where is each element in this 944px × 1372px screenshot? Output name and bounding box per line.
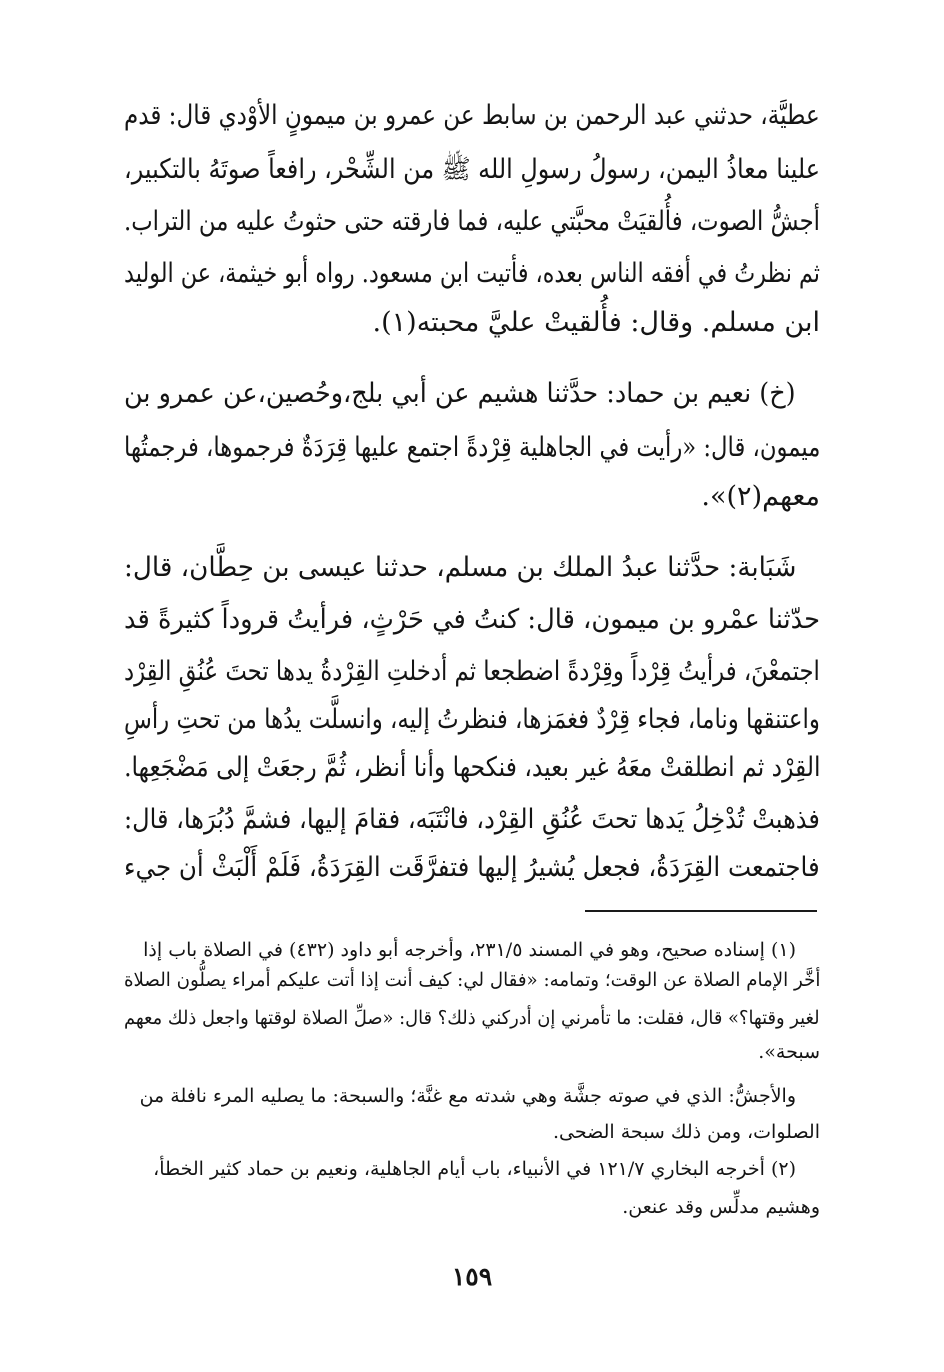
footnote-line: (١) إسناده صحيح، وهو في المسند ٢٣١/٥، وأخرجه أبو داود (٤٣٢) في الصلاة باب إذا [143,939,796,961]
body-line: القِرْد ثم انطلقتْ معَهُ غير بعيد، فنكحها وأنا أنظر، ثُمَّ رجعَتْ إلى مَضْجَعِها. [123,752,820,783]
body-line: عطيَّة، حدثني عبد الرحمن بن سابط عن عمرو بن ميمونٍ الأوْدي قال: قدم [124,100,820,131]
body-line: شَبَابة: حدَّثنا عبدُ الملك بن مسلم، حدثنا عيسى بن حِطَّان، قال: [123,552,796,583]
body-line: فذهبتْ تُدْخِلُ يَدها تحتَ عُنُقِ القِرْد، فانْتَبَه، فقامَ إليها، فشمَّ دُبُرَها، قال: [124,804,820,835]
body-line: ثم نظرتُ في أفقه الناس بعده، فأتيت ابن مسعود. رواه أبو خيثمة، عن الوليد [124,258,820,289]
footnote-line: (٢) أخرجه البخاري ١٢١/٧ في الأنبياء، باب أيام الجاهلية، ونعيم بن حماد كثير الخطأ، [153,1158,796,1180]
body-line: اجتمعْنَ، فرأيتُ قِرْداً وقِرْدةً اضطجعا ثم أدخلتِ القِرْدةُ يدها تحتَ عُنُقِ القِرْد [124,656,820,687]
body-line: حدّثنا عمْرو بن ميمون، قال: كنتُ في حَرْثٍ، فرأيتُ قروداً كثيرةً قد [123,604,820,635]
page-number: ١٥٩ [451,1262,493,1291]
body-line: معهم(٢)». [701,481,820,512]
footnote-line: أخَّر الإمام الصلاة عن الوقت؛ وتمامه: «فقال لي: كيف أنت إذا أتت عليكم أمراء يصلُّون الصلاة [123,969,820,991]
body-line: علينا معاذُ اليمن، رسولُ رسولِ الله ﷺ من الشِّحْر، رافعاً صوتَهُ بالتكبير، [123,154,820,185]
footnote-line: لغير وقتها؟» قال، فقلت: ما تأمرني إن أدركني ذلك؟ قال: «صلِّ الصلاة لوقتها واجعل ذلك معهم [124,1007,820,1029]
body-line: واعتنقها وناما، فجاء قِرْدٌ فغمَزها، فنظرتُ إليه، وانسلَّت يدُها من تحتِ رأسِ [124,704,820,735]
body-line: أجشُّ الصوت، فأُلقيَتْ محبَّتي عليه، فما فارقته حتى حثوتُ عليه من التراب. [124,206,820,237]
body-line: ابن مسلم. وقال: فأُلقيتْ عليَّ محبته(١). [372,307,820,338]
footnote-line: سبحة». [758,1041,820,1063]
body-line: ميمون، قال: «رأيت في الجاهلية قِرْدةً اجتمع عليها قِرَدَةٌ فرجموها، فرجمتُها [123,432,820,463]
footnote-separator [585,910,817,912]
body-line: فاجتمعت القِرَدَةُ، فجعل يُشيرُ إليها فتفرَّقَت القِرَدَةُ، فَلَمْ أَلْبَثْ أن جيء [124,852,820,883]
footnote-line: وهشيم مدلِّس وقد عنعن. [622,1196,820,1218]
footnote-line: الصلوات، ومن ذلك سبحة الضحى. [553,1121,820,1143]
body-line: (خ) نعيم بن حماد: حدَّثنا هشيم عن أبي بلج،وحُصين،عن عمرو بن [124,378,796,409]
footnote-line: والأجشُّ: الذي في صوته جشَّة وهي شدته مع غنَّة؛ والسبحة: ما يصليه المرء نافلة من [139,1085,796,1107]
